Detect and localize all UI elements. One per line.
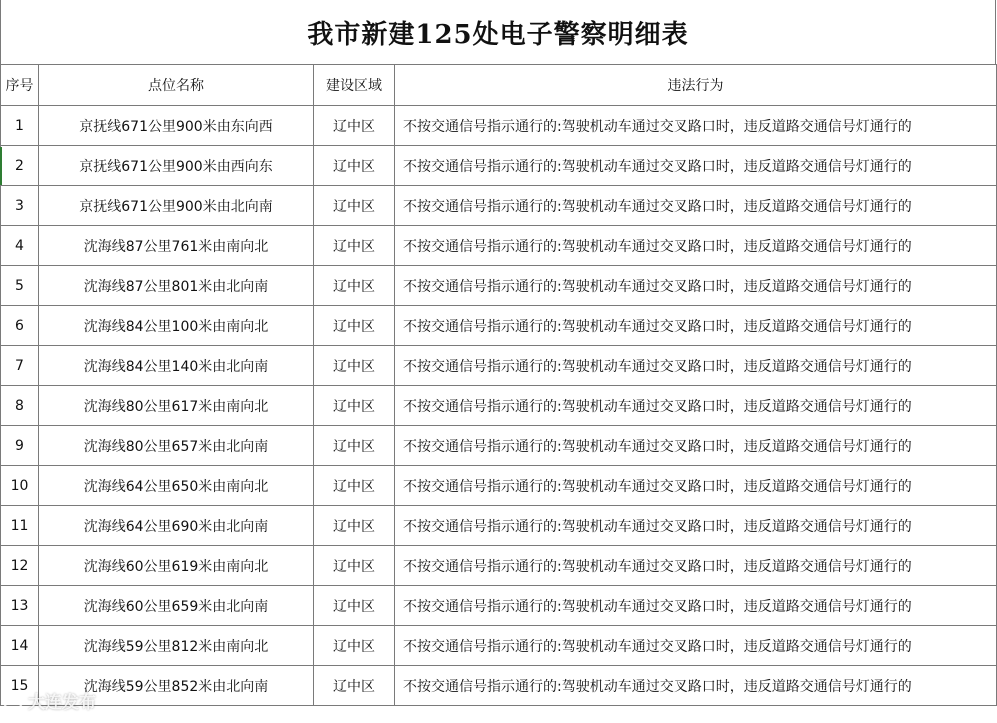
cell-violation[interactable]: 不按交通信号指示通行的:驾驶机动车通过交叉路口时，违反道路交通信号灯通行的 <box>395 466 997 506</box>
table-row <box>1 146 997 186</box>
cell-location[interactable]: 沈海线59公里812米由南向北 <box>39 626 314 666</box>
cell-area[interactable]: 辽中区 <box>314 306 395 346</box>
cell-location[interactable]: 京抚线671公里900米由东向西 <box>39 106 314 146</box>
cell-violation[interactable]: 不按交通信号指示通行的:驾驶机动车通过交叉路口时，违反道路交通信号灯通行的 <box>395 306 997 346</box>
cell-area[interactable]: 辽中区 <box>314 346 395 386</box>
cell-violation[interactable]: 不按交通信号指示通行的:驾驶机动车通过交叉路口时，违反道路交通信号灯通行的 <box>395 506 997 546</box>
cell-index[interactable]: 12 <box>1 546 39 586</box>
cell-area[interactable]: 辽中区 <box>314 146 395 186</box>
cell-violation[interactable]: 不按交通信号指示通行的:驾驶机动车通过交叉路口时，违反道路交通信号灯通行的 <box>395 546 997 586</box>
cell-area[interactable]: 辽中区 <box>314 666 395 706</box>
table-row <box>1 466 997 506</box>
cell-index[interactable]: 6 <box>1 306 39 346</box>
detail-table <box>0 64 997 706</box>
cell-area[interactable]: 辽中区 <box>314 266 395 306</box>
header-location: 点位名称 <box>39 65 314 106</box>
cell-index[interactable]: 11 <box>1 506 39 546</box>
cell-index[interactable]: 13 <box>1 586 39 626</box>
watermark <box>2 688 96 713</box>
cell-area[interactable]: 辽中区 <box>314 506 395 546</box>
cell-index[interactable]: 7 <box>1 346 39 386</box>
cell-location[interactable]: 沈海线84公里100米由南向北 <box>39 306 314 346</box>
header-index: 序号 <box>1 65 39 106</box>
cell-area[interactable]: 辽中区 <box>314 626 395 666</box>
table-row <box>1 506 997 546</box>
cell-location[interactable]: 沈海线60公里619米由南向北 <box>39 546 314 586</box>
header-violation: 违法行为 <box>395 65 997 106</box>
table-row <box>1 546 997 586</box>
cell-location[interactable]: 沈海线60公里659米由北向南 <box>39 586 314 626</box>
cell-index[interactable]: 2 <box>1 146 39 186</box>
cell-location[interactable]: 沈海线80公里657米由北向南 <box>39 426 314 466</box>
cell-location[interactable]: 沈海线80公里617米由南向北 <box>39 386 314 426</box>
row-selection-marker <box>0 147 2 185</box>
table-row <box>1 626 997 666</box>
watermark-text: 大连发布 <box>28 693 96 713</box>
cell-index[interactable]: 3 <box>1 186 39 226</box>
table-row <box>1 386 997 426</box>
table-row <box>1 666 997 706</box>
cell-index[interactable]: 8 <box>1 386 39 426</box>
watermark-logo-icon <box>2 690 24 712</box>
table-row <box>1 426 997 466</box>
cell-index[interactable]: 1 <box>1 106 39 146</box>
cell-location[interactable]: 沈海线64公里650米由南向北 <box>39 466 314 506</box>
title-row <box>0 0 996 64</box>
cell-area[interactable]: 辽中区 <box>314 106 395 146</box>
cell-area[interactable]: 辽中区 <box>314 546 395 586</box>
table-row <box>1 306 997 346</box>
page-title: 我市新建125处电子警察明细表 <box>307 19 689 50</box>
cell-index[interactable]: 4 <box>1 226 39 266</box>
cell-index[interactable]: 15 <box>1 666 39 706</box>
cell-location[interactable]: 京抚线671公里900米由西向东 <box>39 146 314 186</box>
table-row <box>1 346 997 386</box>
cell-index[interactable]: 5 <box>1 266 39 306</box>
cell-violation[interactable]: 不按交通信号指示通行的:驾驶机动车通过交叉路口时，违反道路交通信号灯通行的 <box>395 626 997 666</box>
cell-violation[interactable]: 不按交通信号指示通行的:驾驶机动车通过交叉路口时，违反道路交通信号灯通行的 <box>395 586 997 626</box>
cell-index[interactable]: 10 <box>1 466 39 506</box>
cell-area[interactable]: 辽中区 <box>314 226 395 266</box>
cell-location[interactable]: 沈海线87公里761米由南向北 <box>39 226 314 266</box>
cell-area[interactable]: 辽中区 <box>314 426 395 466</box>
cell-location[interactable]: 京抚线671公里900米由北向南 <box>39 186 314 226</box>
cell-violation[interactable]: 不按交通信号指示通行的:驾驶机动车通过交叉路口时，违反道路交通信号灯通行的 <box>395 426 997 466</box>
cell-index[interactable]: 14 <box>1 626 39 666</box>
cell-area[interactable]: 辽中区 <box>314 386 395 426</box>
cell-violation[interactable]: 不按交通信号指示通行的:驾驶机动车通过交叉路口时，违反道路交通信号灯通行的 <box>395 346 997 386</box>
cell-violation[interactable]: 不按交通信号指示通行的:驾驶机动车通过交叉路口时，违反道路交通信号灯通行的 <box>395 666 997 706</box>
table-row <box>1 106 997 146</box>
table-row <box>1 186 997 226</box>
cell-violation[interactable]: 不按交通信号指示通行的:驾驶机动车通过交叉路口时，违反道路交通信号灯通行的 <box>395 226 997 266</box>
cell-area[interactable]: 辽中区 <box>314 586 395 626</box>
header-row <box>1 65 997 106</box>
cell-area[interactable]: 辽中区 <box>314 186 395 226</box>
cell-violation[interactable]: 不按交通信号指示通行的:驾驶机动车通过交叉路口时，违反道路交通信号灯通行的 <box>395 146 997 186</box>
cell-violation[interactable]: 不按交通信号指示通行的:驾驶机动车通过交叉路口时，违反道路交通信号灯通行的 <box>395 386 997 426</box>
cell-location[interactable]: 沈海线84公里140米由北向南 <box>39 346 314 386</box>
table-row <box>1 586 997 626</box>
table-row <box>1 226 997 266</box>
cell-location[interactable]: 沈海线87公里801米由北向南 <box>39 266 314 306</box>
table-row <box>1 266 997 306</box>
cell-violation[interactable]: 不按交通信号指示通行的:驾驶机动车通过交叉路口时，违反道路交通信号灯通行的 <box>395 186 997 226</box>
cell-area[interactable]: 辽中区 <box>314 466 395 506</box>
cell-location[interactable]: 沈海线64公里690米由北向南 <box>39 506 314 546</box>
cell-violation[interactable]: 不按交通信号指示通行的:驾驶机动车通过交叉路口时，违反道路交通信号灯通行的 <box>395 266 997 306</box>
header-area: 建设区域 <box>314 65 395 106</box>
cell-index[interactable]: 9 <box>1 426 39 466</box>
cell-violation[interactable]: 不按交通信号指示通行的:驾驶机动车通过交叉路口时，违反道路交通信号灯通行的 <box>395 106 997 146</box>
cell-location[interactable]: 沈海线59公里852米由北向南 <box>39 666 314 706</box>
